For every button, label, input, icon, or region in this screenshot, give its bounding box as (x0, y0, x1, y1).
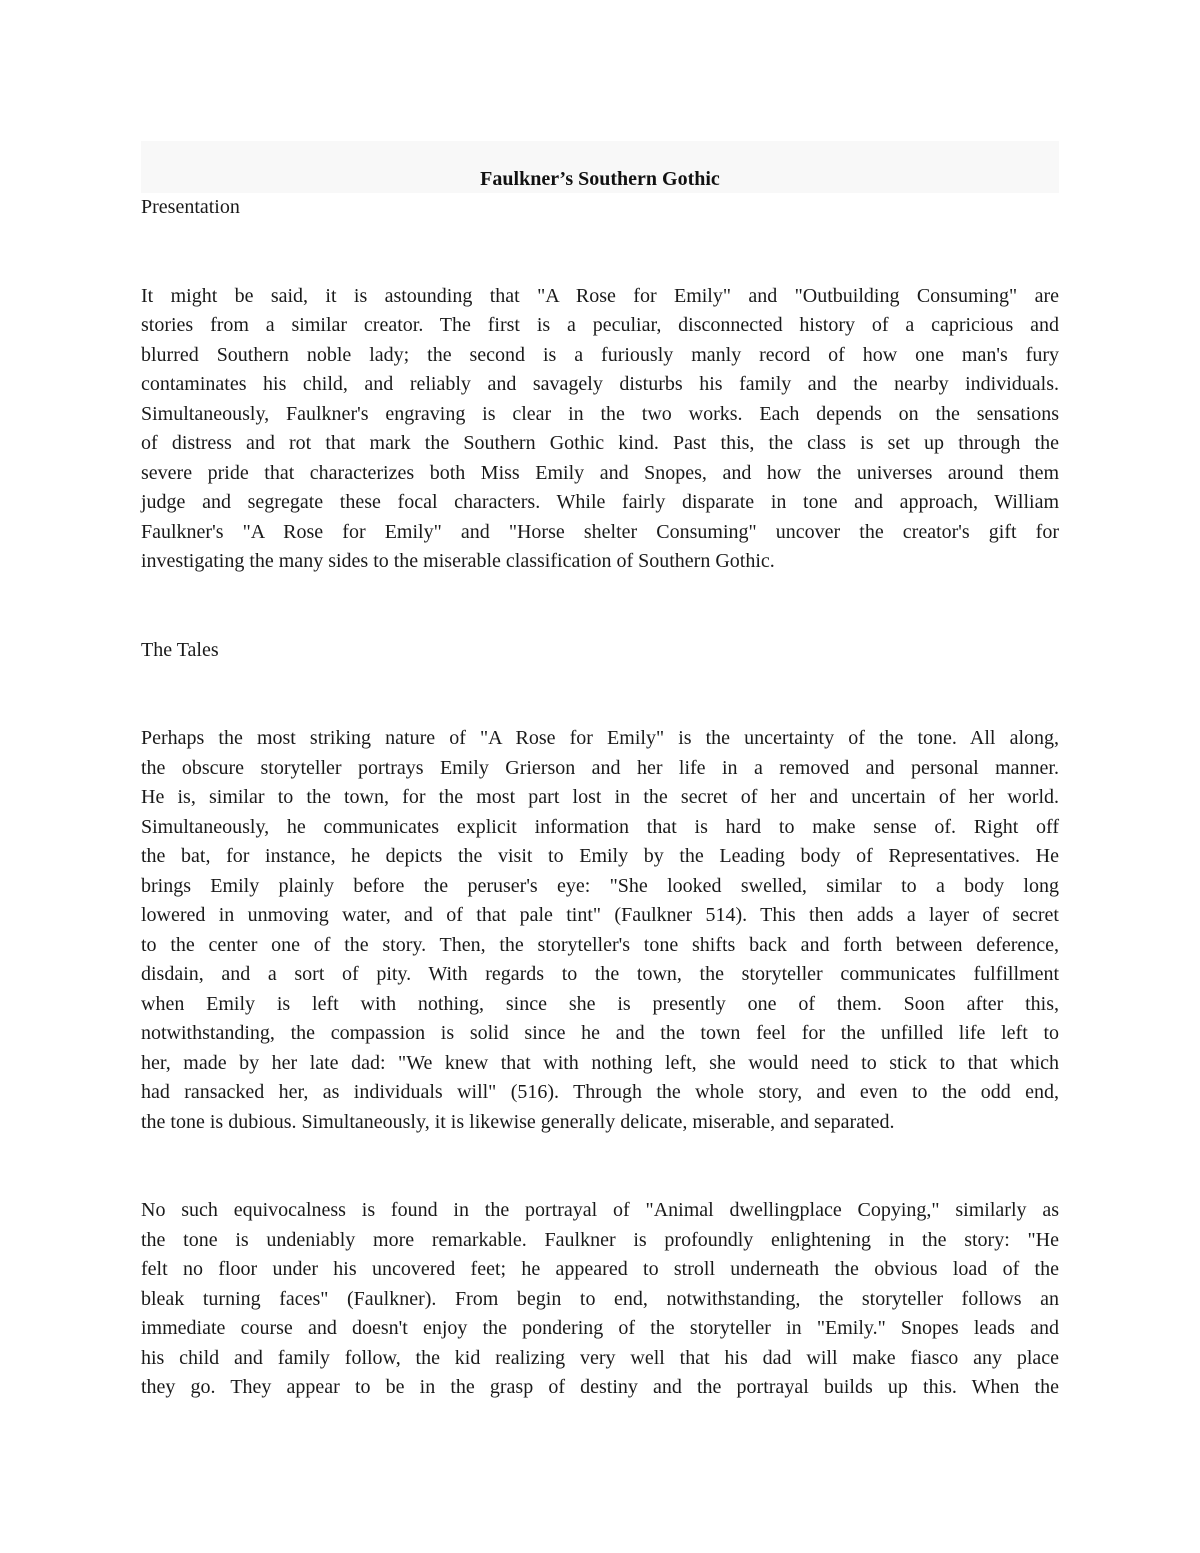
text-line: her, made by her late dad: "We knew that with nothing left, she would need to stick to that which (141, 1051, 1059, 1074)
text-line: blurred Southern noble lady; the second is a furiously manly record of how one man's fury (141, 343, 1059, 366)
text-line: severe pride that characterizes both Miss Emily and Snopes, and how the universes around them (141, 461, 1059, 484)
text-line: contaminates his child, and reliably and savagely disturbs his family and the nearby individuals. (141, 373, 1059, 395)
section-the-tales (141, 636, 1059, 1403)
text-line: Simultaneously, he communicates explicit information that is hard to make sense of. Right off (141, 815, 1059, 838)
text-line: No such equivocalness is found in the portrayal of "Animal dwellingplace Copying," similarly as (141, 1199, 1059, 1221)
text-line: to the center one of the story. Then, the storyteller's tone shifts back and forth between deference, (141, 933, 1059, 956)
text-line: the tone is undeniably more remarkable. Faulkner is profoundly enlightening in the story: "He (141, 1228, 1059, 1251)
text-line: when Emily is left with nothing, since she is presently one of them. Soon after this, (141, 992, 1059, 1015)
text-line: of distress and rot that mark the Southern Gothic kind. Past this, the class is set up through the (141, 432, 1059, 454)
text-line: they go. They appear to be in the grasp of destiny and the portrayal builds up this. When the (141, 1376, 1059, 1398)
section-heading-the-tales: The Tales (141, 638, 219, 661)
section-heading-presentation: Presentation (141, 196, 240, 218)
title-band (141, 141, 1059, 193)
text-line: the tone is dubious. Simultaneously, it is likewise generally delicate, miserable, and separated. (141, 1110, 895, 1133)
document-page (141, 141, 1059, 1403)
section-presentation (141, 193, 1059, 577)
text-line: immediate course and doesn't enjoy the pondering of the storyteller in "Emily." Snopes leads and (141, 1317, 1059, 1339)
text-line: He is, similar to the town, for the most part lost in the secret of her and uncertain of her world. (141, 786, 1059, 808)
text-line: his child and family follow, the kid realizing very well that his dad will make fiasco any place (141, 1346, 1059, 1369)
text-line: notwithstanding, the compassion is solid since he and the town feel for the unfilled life left to (141, 1022, 1059, 1044)
text-line: brings Emily plainly before the peruser's eye: "She looked swelled, similar to a body long (141, 874, 1059, 897)
text-line: Simultaneously, Faulkner's engraving is clear in the two works. Each depends on the sensations (141, 402, 1059, 425)
text-line: the bat, for instance, he depicts the visit to Emily by the Leading body of Representatives. He (141, 845, 1059, 867)
text-line: the obscure storyteller portrays Emily Grierson and her life in a removed and personal manner. (141, 756, 1059, 779)
text-line: bleak turning faces" (Faulkner). From begin to end, notwithstanding, the storyteller follows an (141, 1287, 1059, 1310)
text-line: Perhaps the most striking nature of "A Rose for Emily" is the uncertainty of the tone. All along, (141, 727, 1059, 749)
text-line: It might be said, it is astounding that "A Rose for Emily" and "Outbuilding Consuming" are (141, 284, 1059, 307)
text-line: had ransacked her, as individuals will" (516). Through the whole story, and even to the odd end, (141, 1081, 1059, 1103)
text-line: investigating the many sides to the miserable classification of Southern Gothic. (141, 550, 775, 572)
text-line: Faulkner's "A Rose for Emily" and "Horse shelter Consuming" uncover the creator's gift for (141, 520, 1059, 543)
text-line: stories from a similar creator. The first is a peculiar, disconnected history of a capricious and (141, 314, 1059, 336)
text-line: lowered in unmoving water, and of that pale tint" (Faulkner 514). This then adds a layer of secret (141, 904, 1059, 926)
paragraph-tales-1 (141, 724, 1059, 1137)
document-title: Faulkner’s Southern Gothic (480, 168, 720, 190)
text-line: disdain, and a sort of pity. With regards to the town, the storyteller communicates fulfillment (141, 963, 1059, 985)
text-line: felt no floor under his uncovered feet; he appeared to stroll underneath the obvious load of the (141, 1258, 1059, 1280)
paragraph-tales-2 (141, 1196, 1059, 1403)
paragraph-presentation-1 (141, 282, 1059, 577)
text-line: judge and segregate these focal characters. While fairly disparate in tone and approach, William (141, 491, 1059, 513)
